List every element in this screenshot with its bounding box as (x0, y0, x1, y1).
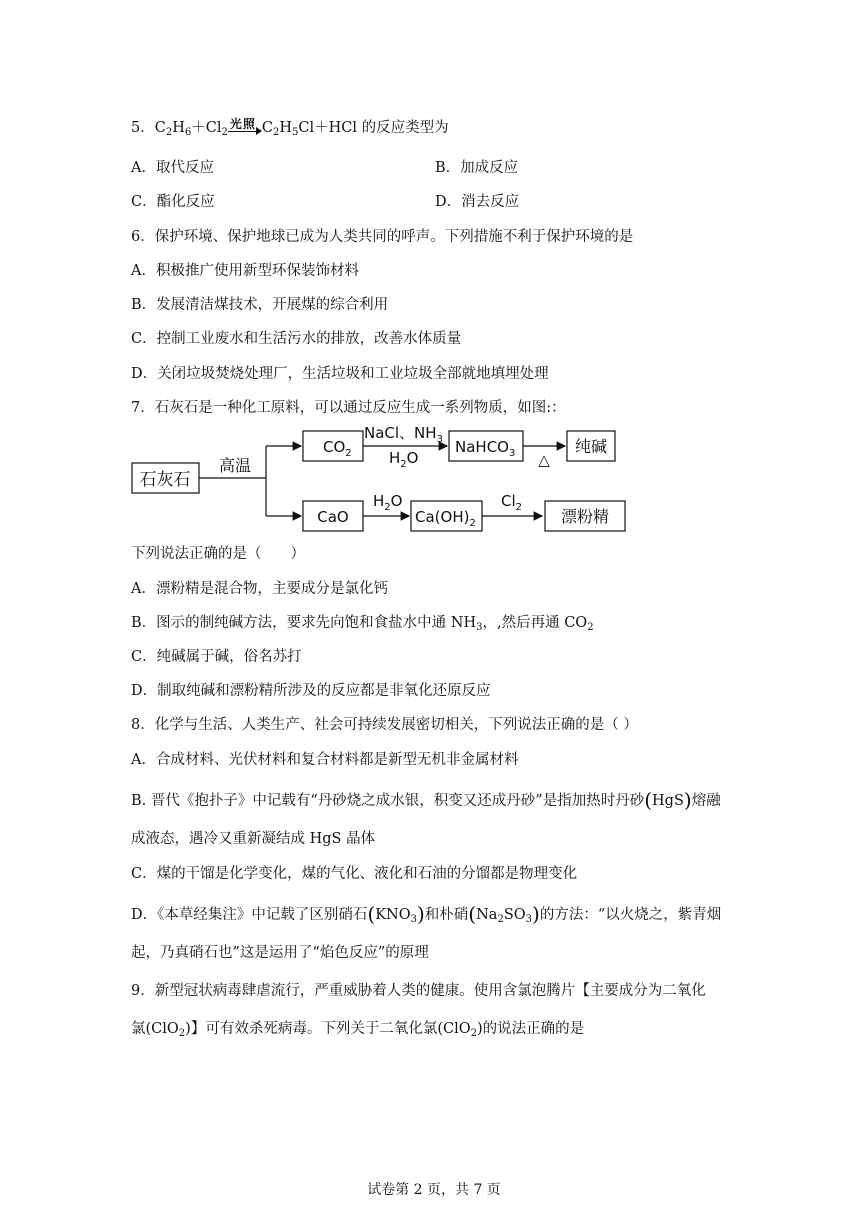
q5-option-b: B．加成反应 (435, 160, 519, 176)
q7-stem: 7．石灰石是一种化工原料，可以通过反应生成一系列物质，如图:： (131, 400, 566, 416)
q5-stem: 5．$C_2H_6+Cl_2$ 光照 $C_2H_5Cl+HCl$ 的反应类型为 (131, 117, 449, 138)
limestone-label: 石灰石 (139, 470, 191, 490)
q6-stem: 6．保护环境、保护地球已成为人类共同的呼声。下列措施不利于保护环境的是 (131, 229, 634, 245)
reaction-arrow: 光照 (228, 118, 262, 138)
cl2-label: $Cl_2$ (501, 492, 523, 513)
q7-option-a: A．漂粉精是混合物，主要成分是氯化钙 (131, 581, 388, 597)
q6-option-a: A．积极推广使用新型环保装饰材料 (131, 263, 359, 279)
q7-sub-stem: 下列说法正确的是（ ） (131, 546, 305, 562)
co2-label: $CO_2$ (323, 438, 352, 459)
limestone-flow-diagram (127, 418, 627, 538)
nahco3-label: NaHCO$_3$ (455, 438, 516, 459)
q8-stem: 8．化学与生活、人类生产、社会可持续发展密切相关，下列说法正确的是（ ） (131, 717, 638, 733)
h2o-label-bottom: $H_2O$ (373, 492, 403, 513)
q8-option-b-cont: 成液态，遇冷又重新凝结成 HgS 晶体 (131, 831, 376, 847)
q6-option-b: B．发展清洁煤技术，开展煤的综合利用 (131, 297, 389, 313)
soda-ash-label: 纯碱 (574, 437, 608, 456)
nacl-nh3-label: NaCl、$NH_3$ (364, 424, 443, 445)
delta-label: △ (538, 451, 550, 469)
q6-option-c: C．控制工业废水和生活污水的排放，改善水体质量 (131, 331, 462, 347)
q7-option-d: D．制取纯碱和漂粉精所涉及的反应都是非氧化还原反应 (131, 683, 491, 699)
q9-stem-line2: 氯(ClO$_2$)】可有效杀死病毒。下列关于二氧化氯(ClO$_2$)的说法正确的是 (131, 1021, 585, 1039)
q9-stem-line1: 9．新型冠状病毒肆虐流行，严重威胁着人类的健康。使用含氯泡腾片【主要成分为二氧化 (131, 983, 706, 999)
q8-option-b: B. 晋代《抱扑子》中记载有“丹砂烧之成水银，积变又还成丹砂”是指加热时丹砂(HgS)熔融 (131, 788, 721, 812)
q8-option-a: A．合成材料、光伏材料和复合材料都是新型无机非金属材料 (131, 752, 519, 768)
q7-option-c: C．纯碱属于碱，俗名苏打 (131, 649, 302, 665)
page-footer: 试卷第 2 页，共 7 页 (367, 1182, 501, 1198)
q8-option-d: D．《本草经集注》中记载了区别硝石$(KNO_3)$和朴硝$(Na_2SO_3)$的方法：“以火烧之，紫青烟 (131, 902, 722, 926)
q6-option-d: D．关闭垃圾焚烧处理厂，生活垃圾和工业垃圾全部就地填埋处理 (131, 366, 549, 382)
high-temp-label: 高温 (218, 456, 252, 475)
q5-option-a: A．取代反应 (131, 160, 214, 176)
h2o-label-top: $H_2O$ (389, 449, 419, 470)
cao-label: CaO (317, 508, 349, 526)
q7-option-b: B．图示的制纯碱方法，要求先向饱和食盐水中通 $NH_3$，,然后再通 $CO_2$ (131, 615, 594, 633)
q5-option-d: D．消去反应 (435, 194, 520, 210)
q8-option-c: C．煤的干馏是化学变化，煤的气化、液化和石油的分馏都是物理变化 (131, 866, 578, 882)
caoh2-label: $Ca(OH)_2$ (415, 508, 476, 529)
q8-option-d-cont: 起，乃真硝石也”这是运用了“焰色反应”的原理 (131, 945, 429, 961)
bleach-label: 漂粉精 (560, 507, 610, 526)
q5-option-c: C．酯化反应 (131, 194, 215, 210)
